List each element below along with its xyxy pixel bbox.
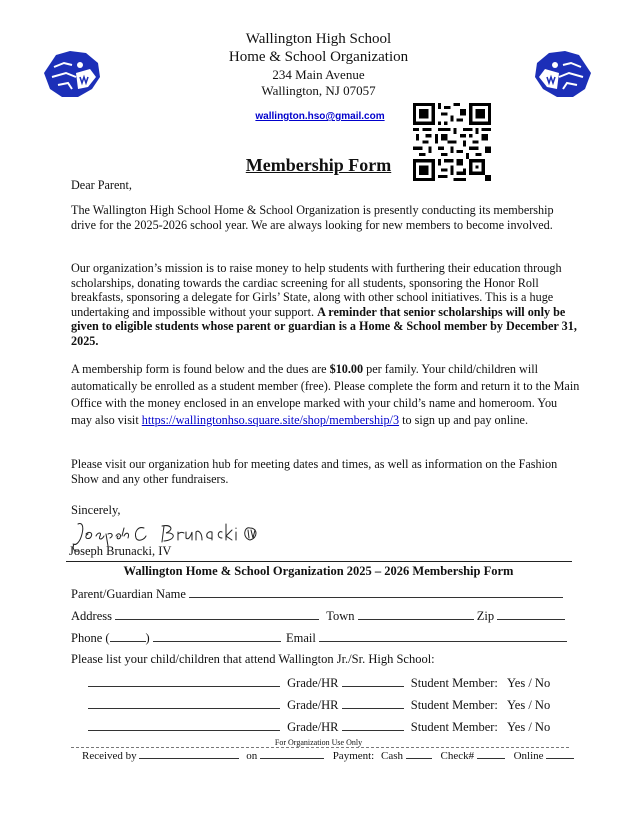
org-use-only-text: For Organization Use Only xyxy=(274,738,363,747)
cash-label: Cash xyxy=(381,750,403,762)
dues-text-c: to sign up and pay online. xyxy=(399,413,529,427)
grade-label-1: Grade/HR xyxy=(287,676,339,690)
street-address: 234 Main Avenue xyxy=(272,67,365,82)
town-field[interactable] xyxy=(358,608,474,620)
yes-no-option-2[interactable]: Yes / No xyxy=(507,698,551,712)
phone-row xyxy=(71,630,571,646)
grade-field-2[interactable] xyxy=(342,697,404,709)
online-field[interactable] xyxy=(546,749,574,759)
yes-no-option-1[interactable]: Yes / No xyxy=(507,676,551,690)
area-code-field[interactable] xyxy=(110,630,146,642)
zip-field[interactable] xyxy=(497,608,565,620)
address-label: Address xyxy=(71,609,112,623)
office-use-row xyxy=(82,749,572,762)
email-field[interactable] xyxy=(319,630,567,642)
online-label: Online xyxy=(513,750,544,762)
address-field[interactable] xyxy=(115,608,319,620)
email-link[interactable]: wallington.hso@gmail.com xyxy=(255,111,385,122)
received-by-label: Received by xyxy=(82,750,137,762)
grade-field-3[interactable] xyxy=(342,719,404,731)
child-name-field-1[interactable] xyxy=(88,675,280,687)
parent-label: Parent/Guardian Name xyxy=(71,587,186,601)
dues-text-a: A membership form is found below and the dues are xyxy=(71,362,330,376)
child-row-3 xyxy=(88,719,568,735)
on-label: on xyxy=(246,750,258,762)
org-use-divider xyxy=(71,747,569,748)
page-title: Membership Form xyxy=(245,155,392,175)
dues-text-b: per family. Your child/children will automatically be enrolled as a student member (free). Please complete the form and return it to the Main Office with the money enclosed in an envelope marked with your child’s name and homeroom. You may also visit xyxy=(71,362,580,427)
parent-name-field[interactable] xyxy=(189,586,563,598)
email-label: Email xyxy=(285,631,316,645)
closing: Sincerely, xyxy=(71,503,121,517)
child-name-field-2[interactable] xyxy=(88,697,280,709)
city-state-zip: Wallington, NJ 07057 xyxy=(261,83,376,98)
paragraph-intro: The Wallington High School Home & School Organization is presently conducting its membership drive for the 2025-2026 school year. We are always looking for new members to become involved. xyxy=(71,203,554,232)
divider xyxy=(66,561,572,562)
address-row xyxy=(71,608,571,624)
date-field[interactable] xyxy=(260,749,324,759)
paragraph-mission xyxy=(71,261,581,348)
phone-field[interactable] xyxy=(153,630,281,642)
dues-amount: $10.00 xyxy=(329,362,364,376)
grade-field-1[interactable] xyxy=(342,675,404,687)
received-by-field[interactable] xyxy=(139,749,239,759)
form-title: Wallington Home & School Organization 2025 – 2026 Membership Form xyxy=(123,564,514,578)
student-member-label-3: Student Member: xyxy=(410,720,498,734)
greeting: Dear Parent, xyxy=(71,178,132,192)
zip-label: Zip xyxy=(476,609,495,623)
signer-name: Joseph Brunacki, IV xyxy=(69,544,172,558)
yes-no-option-3[interactable]: Yes / No xyxy=(507,720,551,734)
grade-label-3: Grade/HR xyxy=(287,720,339,734)
student-member-label-1: Student Member: xyxy=(410,676,498,690)
paragraph-dues xyxy=(71,361,581,429)
check-field[interactable] xyxy=(477,749,505,759)
children-prompt: Please list your child/children that attend Wallington Jr./Sr. High School: xyxy=(71,652,435,666)
school-name: Wallington High School xyxy=(245,31,392,47)
town-label: Town xyxy=(326,609,355,623)
child-row-1 xyxy=(88,675,568,691)
org-name: Home & School Organization xyxy=(228,49,409,65)
child-row-2 xyxy=(88,697,568,713)
membership-link[interactable]: https://wallingtonhso.square.site/shop/membership/3 xyxy=(141,413,400,427)
grade-label-2: Grade/HR xyxy=(287,698,339,712)
parent-row xyxy=(71,586,571,602)
child-name-field-3[interactable] xyxy=(88,719,280,731)
payment-label: Payment: xyxy=(332,750,375,762)
student-member-label-2: Student Member: xyxy=(410,698,498,712)
org-use-only-label xyxy=(0,738,637,747)
phone-paren-close: ) xyxy=(145,631,150,645)
check-label: Check# xyxy=(440,750,475,762)
phone-label: Phone ( xyxy=(71,631,110,645)
cash-field[interactable] xyxy=(406,749,432,759)
scholarship-reminder: A reminder that senior scholarships will only be given to eligible students whose parent or guardian is a Home & School member by December 31, 2025. xyxy=(71,304,577,348)
mission-text: Our organization’s mission is to raise money to help students with furthering their education through scholarships, donating towards the cardiac screening for all students, sponsoring the Honor Roll breakfasts, sponsoring a delegate for Girls’ State, along with other school initiatives. This is a huge undertaking and impossible without your support. xyxy=(71,261,562,319)
paragraph-hub: Please visit our organization hub for meeting dates and times, as well as information on the Fashion Show and any other fundraisers. xyxy=(71,457,558,486)
